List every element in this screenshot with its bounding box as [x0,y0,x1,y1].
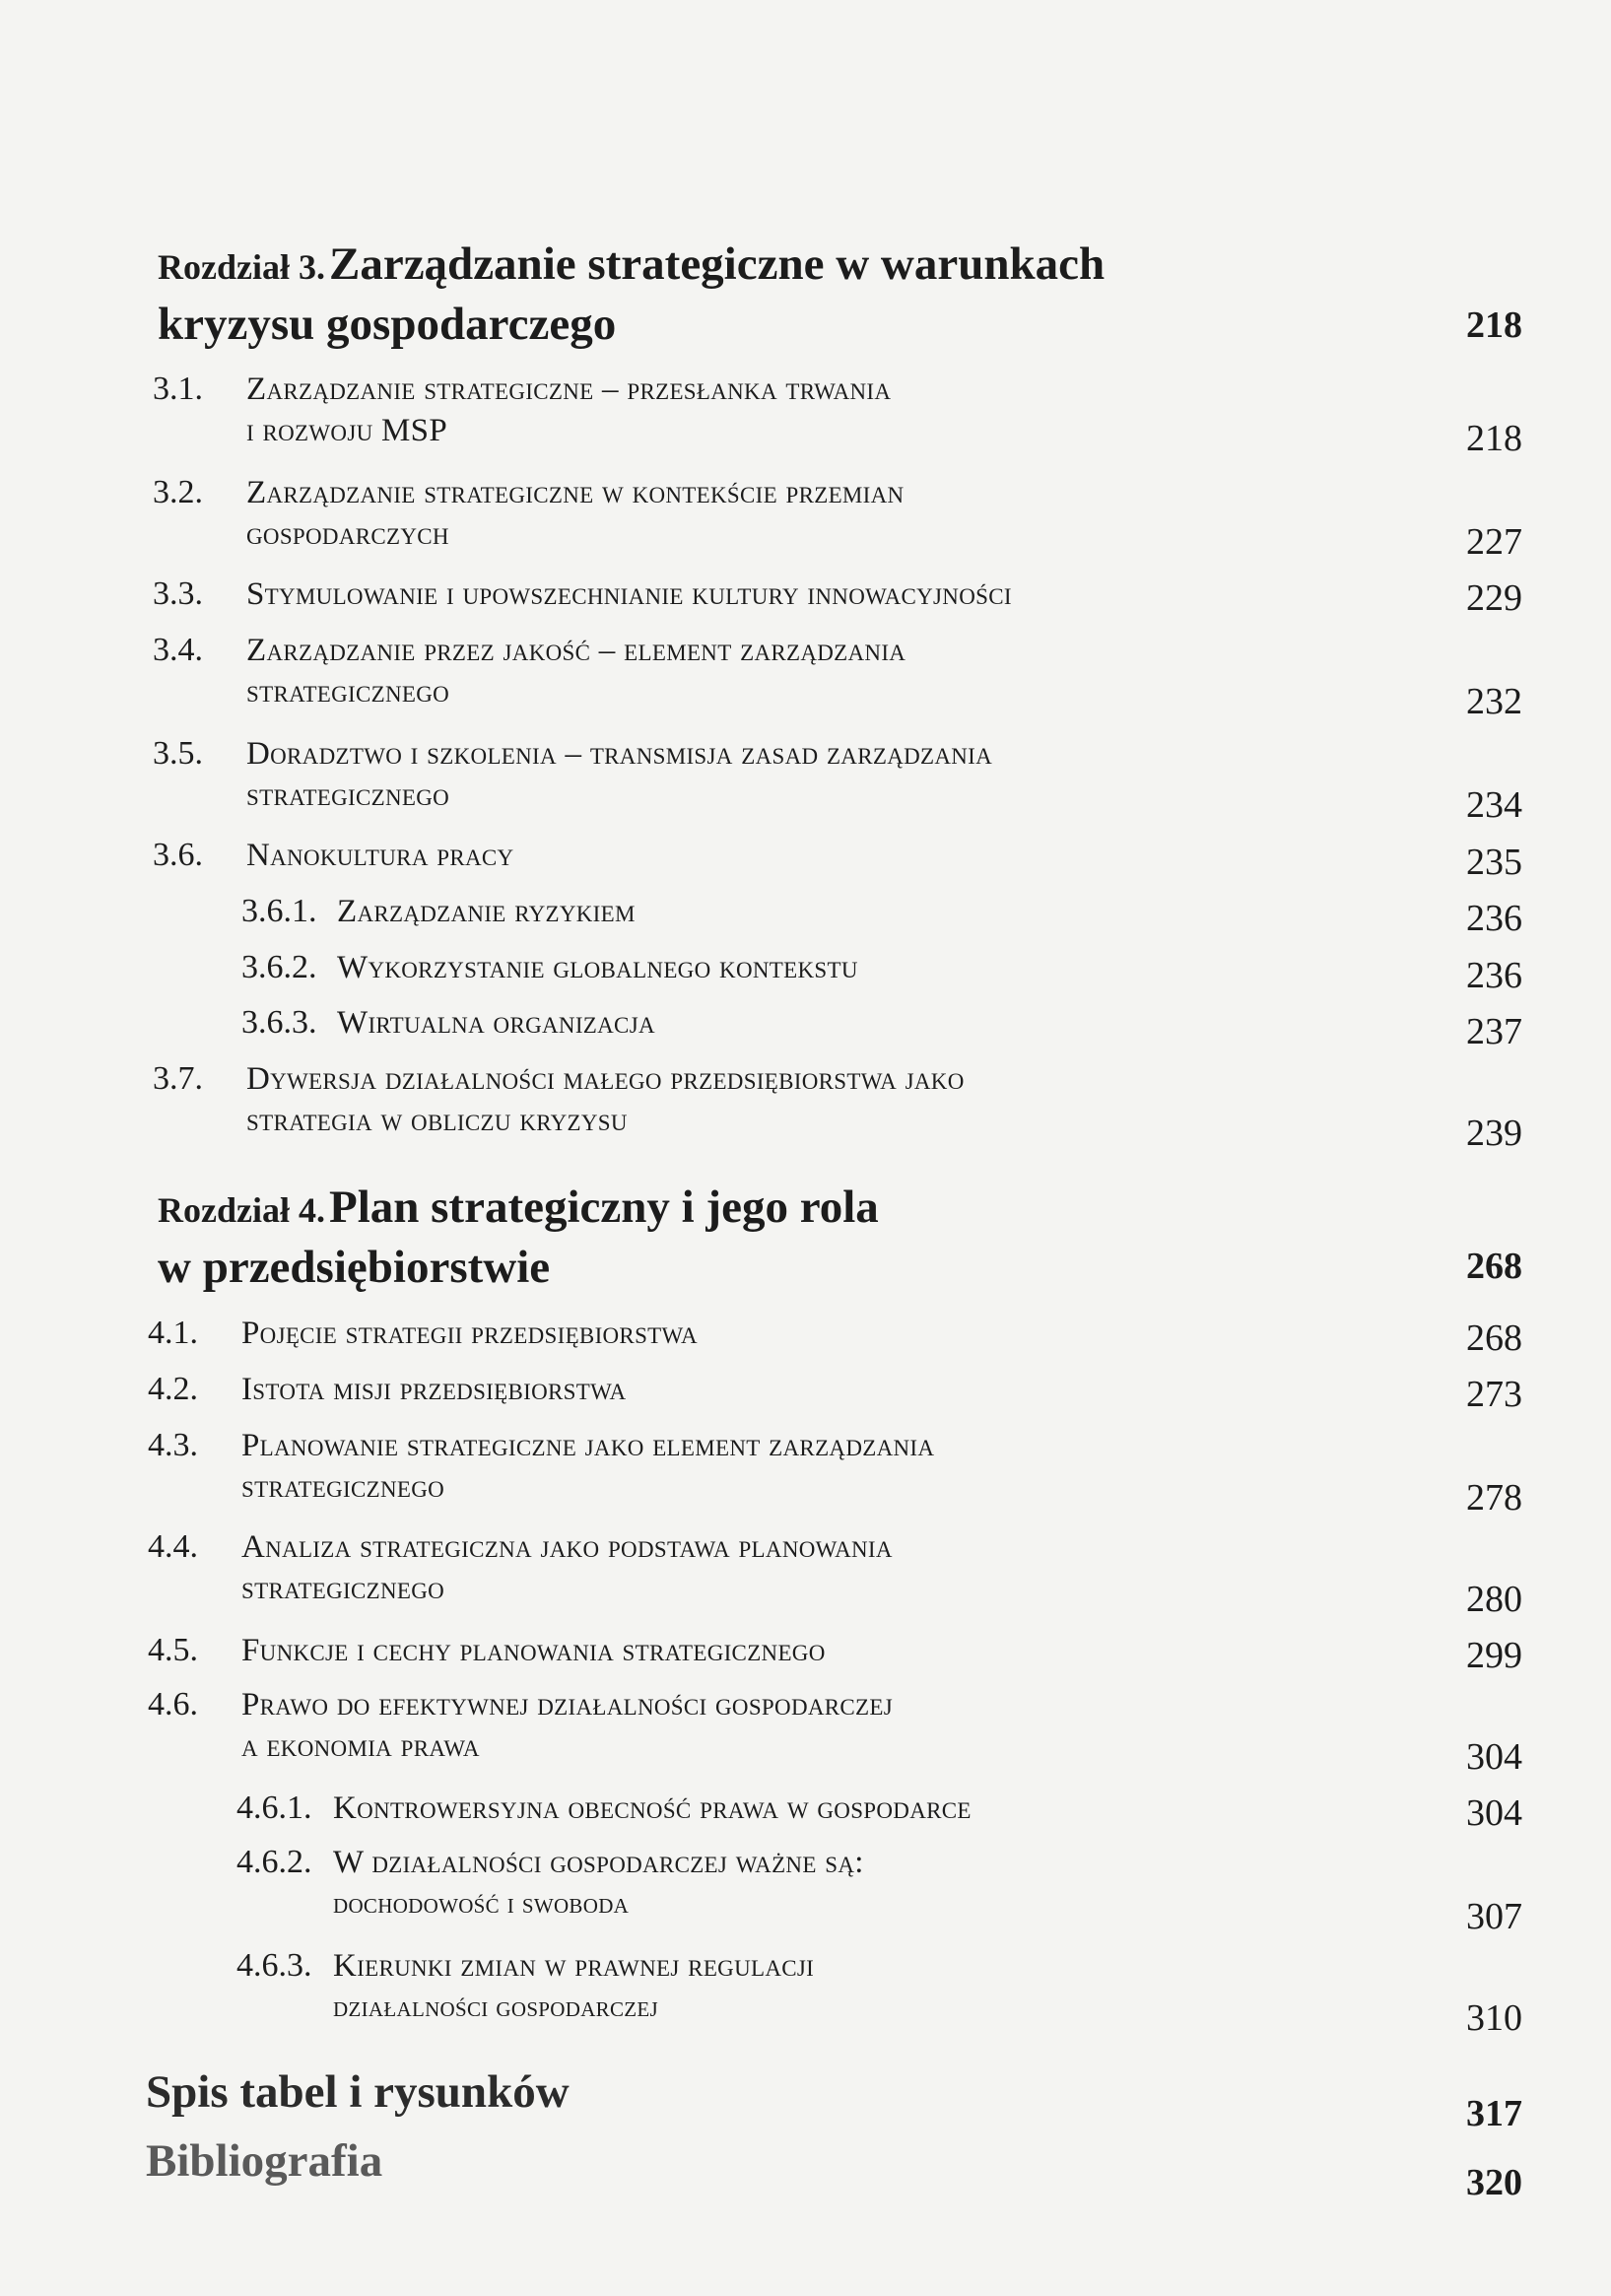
chapter-3-title-line2: kryzysu gospodarczego [158,299,617,350]
tables-figures-page: 317 [1466,2093,1522,2134]
toc-entry-number: 3.4. [153,632,203,668]
toc-entry-page: 237 [1466,1011,1522,1052]
toc-entry-title-cont: strategicznego [241,1469,445,1505]
toc-entry-number: 4.1. [148,1315,198,1351]
toc-entry-number: 3.6.2. [241,949,317,985]
toc-entry-title: Wirtualna organizacja [337,1005,655,1041]
toc-entry-title: Zarządzanie strategiczne w kontekście przemian [246,475,905,510]
toc-entry-page: 304 [1466,1736,1522,1778]
chapter-4-title-line2: w przedsiębiorstwie [158,1242,551,1293]
toc-entry-title: Zarządzanie strategiczne – przesłanka trwania [246,371,892,407]
toc-entry-page: 273 [1466,1374,1522,1415]
chapter-3-heading [158,239,1291,360]
chapter-4-page: 268 [1466,1246,1522,1287]
toc-entry-page: 310 [1466,1997,1522,2039]
toc-entry-title: Dywersja działalności małego przedsiębiorstwa jako [246,1061,965,1097]
toc-entry-title: Kierunki zmian w prawnej regulacji [333,1948,815,1984]
chapter-3-label: Rozdział 3. [158,247,325,287]
toc-entry-number: 3.6.3. [241,1004,317,1041]
bibliography-title: Bibliografia [146,2135,383,2187]
toc-entry-title-cont: dochodowość i swoboda [333,1887,630,1920]
toc-entry-page: 304 [1466,1792,1522,1834]
toc-entry-title-cont: działalności gospodarczej [333,1991,659,2023]
toc-entry-number: 4.3. [148,1427,198,1463]
toc-entry-number: 3.1. [153,371,203,407]
toc-entry-title: Zarządzanie przez jakość – element zarządzania [246,633,906,668]
toc-entry-title: Funkcje i cechy planowania strategicznego [241,1633,826,1668]
toc-entry-page: 235 [1466,842,1522,883]
toc-entry-title: Kontrowersyjna obecność prawa w gospodarce [333,1790,972,1826]
toc-entry-page: 236 [1466,955,1522,996]
toc-entry-number: 4.6.1. [236,1790,312,1826]
toc-entry-title: Doradztwo i szkolenia – transmisja zasad zarządzania [246,736,993,772]
toc-entry-number: 4.5. [148,1632,198,1668]
toc-entry-page: 268 [1466,1317,1522,1359]
toc-entry-page: 218 [1466,418,1522,459]
chapter-4-heading [158,1182,1291,1303]
toc-entry-title-cont: i rozwoju MSP [246,413,447,448]
toc-entry-title-cont: gospodarczych [246,516,449,552]
toc-entry-number: 3.7. [153,1060,203,1097]
toc-entry-page: 280 [1466,1579,1522,1620]
toc-entry-title: Pojęcie strategii przedsiębiorstwa [241,1316,698,1351]
toc-entry-number: 4.2. [148,1371,198,1407]
chapter-4-label: Rozdział 4. [158,1190,325,1230]
toc-entry-number: 4.6.2. [236,1844,312,1880]
toc-entry-title-cont: a ekonomia prawa [241,1728,480,1764]
chapter-4-title-line1: Plan strategiczny i jego rola [328,1182,879,1233]
toc-entry-page: 239 [1466,1113,1522,1154]
toc-entry-number: 4.6. [148,1686,198,1722]
toc-entry-number: 3.2. [153,474,203,510]
toc-entry-page: 299 [1466,1635,1522,1676]
toc-entry-title: Prawo do efektywnej działalności gospodarczej [241,1687,893,1722]
tables-figures-title: Spis tabel i rysunków [146,2066,570,2118]
toc-entry-number: 4.6.3. [236,1947,312,1984]
toc-entry-title-cont: strategicznego [246,777,450,813]
toc-entry-number: 3.6. [153,837,203,873]
chapter-3-title-line1: Zarządzanie strategiczne w warunkach [328,238,1106,290]
toc-entry-title: Nanokultura pracy [246,838,514,873]
toc-entry-title-cont: strategia w obliczu kryzysu [246,1103,628,1138]
toc-entry-number: 3.6.1. [241,893,317,929]
toc-entry-page: 229 [1466,577,1522,619]
toc-entry-title: Zarządzanie ryzykiem [337,894,636,929]
toc-entry-title-cont: strategicznego [241,1571,445,1606]
toc-entry-number: 4.4. [148,1528,198,1565]
toc-entry-title: Analiza strategiczna jako podstawa planowania [241,1529,893,1565]
toc-entry-page: 234 [1466,784,1522,826]
toc-entry-page: 236 [1466,898,1522,939]
toc-entry-page: 227 [1466,521,1522,563]
toc-entry-number: 3.5. [153,735,203,772]
toc-entry-number: 3.3. [153,575,203,612]
toc-entry-page: 232 [1466,681,1522,722]
bibliography-page: 320 [1466,2162,1522,2203]
chapter-3-page: 218 [1466,304,1522,346]
toc-entry-title: W działalności gospodarczej ważne są: [333,1845,864,1880]
toc-entry-page: 307 [1466,1896,1522,1937]
toc-entry-title: Planowanie strategiczne jako element zarządzania [241,1428,935,1463]
toc-entry-title: Istota misji przedsiębiorstwa [241,1372,627,1407]
toc-entry-title: Wykorzystanie globalnego kontekstu [337,950,858,985]
toc-entry-title: Stymulowanie i upowszechnianie kultury innowacyjności [246,576,1012,612]
toc-entry-title-cont: strategicznego [246,674,450,709]
toc-entry-page: 278 [1466,1477,1522,1519]
